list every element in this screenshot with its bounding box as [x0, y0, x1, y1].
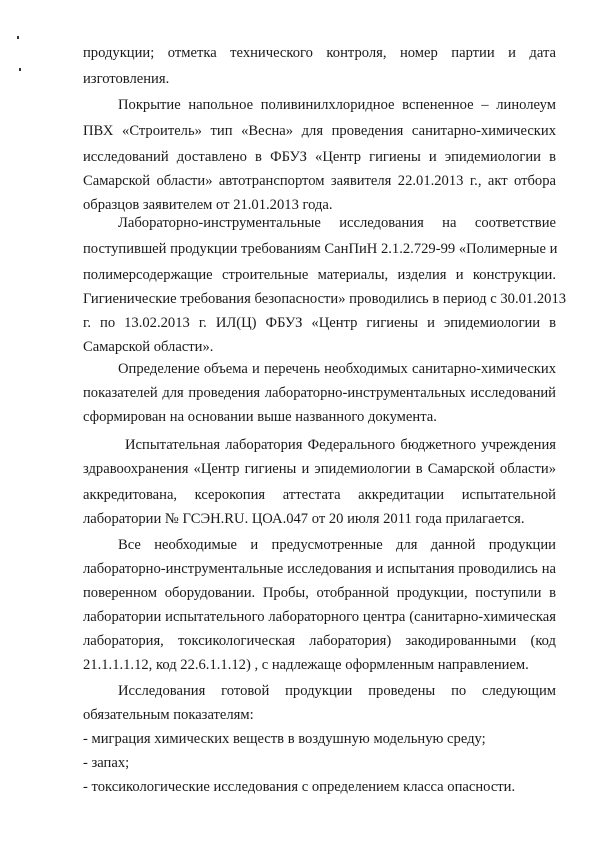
list-item: - токсикологические исследования с определением класса опасности. — [83, 779, 516, 795]
paragraph-line: изготовления. — [83, 71, 170, 87]
paragraph-line: обязательным показателям: — [83, 707, 254, 723]
paragraph-line: Самарской области». — [83, 339, 214, 355]
paragraph-line: Покрытие напольное поливинилхлоридное вспененное – линолеум — [118, 97, 556, 113]
list-item: - запах; — [83, 755, 130, 771]
paragraph-line: Самарской области» автотранспортом заявителя 22.01.2013 г., акт отбора — [83, 173, 556, 189]
paragraph-line: поступившей продукции требованиям СанПиН 2.1.2.729-99 «Полимерные и — [83, 241, 558, 257]
paragraph-line: аккредитована, ксерокопия аттестата аккредитации испытательной — [83, 487, 556, 503]
paragraph-line: поверенном оборудовании. Пробы, отобранной продукции, поступили в — [83, 585, 556, 601]
paragraph-line: лаборатории испытательного лабораторного центра (санитарно-химическая — [83, 609, 556, 625]
scan-artifact-mark — [19, 68, 21, 71]
paragraph-line: исследований доставлено в ФБУЗ «Центр гигиены и эпидемиологии в — [83, 149, 556, 165]
paragraph-line: лабораторно-инструментальные исследования и испытания проводились на — [83, 561, 556, 577]
list-item: - миграция химических веществ в воздушную модельную среду; — [83, 731, 486, 747]
paragraph-line: Определение объема и перечень необходимых санитарно-химических — [118, 361, 556, 377]
scan-artifact-mark — [17, 36, 19, 39]
paragraph-line: образцов заявителем от 21.01.2013 года. — [83, 197, 333, 213]
paragraph-line: г. по 13.02.2013 г. ИЛ(Ц) ФБУЗ «Центр гигиены и эпидемиологии в — [83, 315, 556, 331]
paragraph-line: лаборатория, токсикологическая лаборатория) закодированными (код — [83, 633, 556, 649]
paragraph-line: продукции; отметка технического контроля, номер партии и дата — [83, 45, 556, 61]
paragraph-line: здравоохранения «Центр гигиены и эпидемиологии в Самарской области» — [83, 461, 556, 477]
paragraph-line: ПВХ «Строитель» тип «Весна» для проведения санитарно-химических — [83, 123, 556, 139]
paragraph-line: сформирован на основании выше названного документа. — [83, 409, 437, 425]
paragraph-line: Исследования готовой продукции проведены по следующим — [118, 683, 556, 699]
paragraph-line: Гигиенические требования безопасности» проводились в период с 30.01.2013 — [83, 291, 567, 307]
paragraph-line: полимерсодержащие строительные материалы, изделия и конструкции. — [83, 267, 556, 283]
paragraph-line: Лабораторно-инструментальные исследования на соответствие — [118, 215, 556, 231]
paragraph-line: лаборатории № ГСЭН.RU. ЦОА.047 от 20 июля 2011 года прилагается. — [83, 511, 525, 527]
paragraph-line: показателей для проведения лабораторно-инструментальных исследований — [83, 385, 556, 401]
paragraph-line: Все необходимые и предусмотренные для данной продукции — [118, 537, 556, 553]
paragraph-line: 21.1.1.1.12, код 22.6.1.1.12) , с надлежаще оформленным направлением. — [83, 657, 529, 673]
paragraph-line: Испытательная лаборатория Федерального бюджетного учреждения — [125, 437, 556, 453]
